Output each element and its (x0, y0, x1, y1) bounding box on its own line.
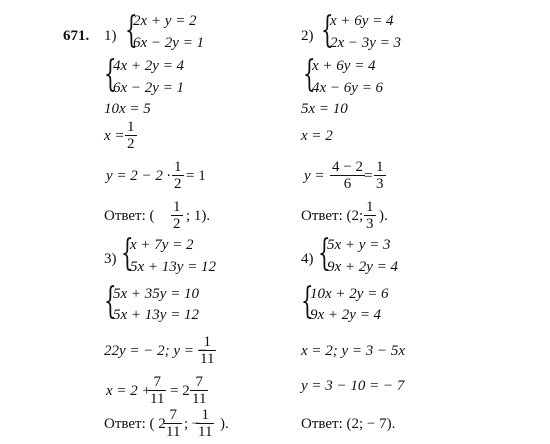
part1-brace-a: { (125, 10, 138, 51)
part2-sys-a-eq1: x + 6y = 4 (330, 13, 394, 29)
part4-step1: x = 2; y = 3 − 5x (301, 343, 406, 359)
part1-sys-a-eq1: 2x + y = 2 (133, 13, 197, 29)
part3-step2-fraction2 (190, 374, 208, 407)
part2-brace-b: { (303, 54, 316, 95)
part4-label: 4) (301, 251, 314, 267)
part3-sys-a-eq1: x + 7y = 2 (130, 237, 194, 253)
part3-step1-den: 11 (200, 351, 215, 367)
part4-sys-b-eq2: 9x + 2y = 4 (310, 307, 382, 323)
part2-sys-b-eq2: 4x − 6y = 6 (312, 80, 384, 96)
part1-step2-left: x = (104, 128, 125, 144)
part2-step1: 5x = 10 (301, 101, 348, 117)
part4-sys-a-eq2: 9x + 2y = 4 (327, 259, 399, 275)
part1-step3-num: 1 (174, 159, 182, 175)
part3-step2-den2: 11 (192, 391, 207, 407)
part3-step2-fraction (148, 374, 166, 407)
part3-answer-fraction (164, 407, 182, 440)
part1-step2-fraction (125, 119, 137, 152)
part4-brace-a: { (318, 233, 331, 274)
part4-sys-a-eq1: 5x + y = 3 (327, 237, 391, 253)
part3-step1-num: 1 (198, 334, 216, 351)
part2-step3-fraction2 (374, 159, 386, 192)
part2-step3-den: 6 (343, 176, 352, 192)
part2-answer-prefix: Ответ: (2; (301, 208, 364, 224)
part2-sys-b-eq1: x + 6y = 4 (312, 58, 376, 74)
part1-step3-fraction (172, 159, 184, 192)
part2-label: 2) (301, 28, 314, 44)
part1-step3-right: = 1 (186, 168, 206, 184)
part2-brace-a: { (321, 10, 334, 51)
part3-answer-mid: ; − (184, 416, 201, 432)
part1-sys-a-eq2: 6x − 2y = 1 (133, 35, 205, 51)
part3-step2-num: 7 (148, 374, 166, 391)
part3-step2-num2: 7 (190, 374, 208, 391)
part1-brace-b: { (104, 54, 117, 95)
part3-answer-num: 7 (164, 407, 182, 424)
part3-sys-b-eq2: 5x + 13y = 12 (113, 307, 200, 323)
part1-label: 1) (104, 28, 117, 44)
part3-brace-b: { (104, 281, 117, 322)
part1-step3-left: y = 2 − 2 · (106, 168, 171, 184)
part3-step2-left: x = 2 + (106, 383, 152, 399)
part3-sys-a-eq2: 5x + 13y = 12 (130, 259, 217, 275)
part2-answer-num: 1 (366, 199, 374, 215)
part4-brace-b: { (301, 281, 314, 322)
part1-step1: 10x = 5 (104, 101, 151, 117)
part1-answer-prefix: Ответ: ( (104, 208, 155, 224)
part2-step3-eq: = (364, 168, 373, 184)
part3-answer-den: 11 (166, 424, 181, 440)
part2-step2: x = 2 (301, 128, 333, 144)
part3-sys-b-eq1: 5x + 35y = 10 (113, 286, 200, 302)
problem-number: 671. (63, 28, 90, 44)
part3-answer-den2: 11 (198, 424, 213, 440)
part3-answer-suffix: ). (220, 416, 229, 432)
part2-answer-suffix: ). (379, 208, 388, 224)
part1-answer-fraction (171, 199, 183, 232)
part1-answer-suffix: ; 1). (186, 208, 211, 224)
part3-answer-fraction2 (196, 407, 214, 440)
part1-sys-b-eq2: 6x − 2y = 1 (113, 80, 185, 96)
part3-step2-den: 11 (150, 391, 165, 407)
part3-answer-num2: 1 (196, 407, 214, 424)
part1-step2-num: 1 (127, 119, 135, 135)
part1-step2-den: 2 (127, 136, 135, 152)
part3-label: 3) (104, 251, 117, 267)
part2-step3-left: y = (304, 168, 325, 184)
part2-step3-num2: 1 (376, 159, 384, 175)
part3-answer-prefix: Ответ: ( 2 (104, 416, 166, 432)
part1-step3-den: 2 (174, 176, 182, 192)
part2-answer-den: 3 (366, 216, 374, 232)
part2-step3-den2: 3 (376, 176, 384, 192)
part3-step1-fraction (198, 334, 216, 367)
part2-answer-fraction (364, 199, 376, 232)
part3-step2-mid: = 2 (170, 383, 190, 399)
part4-answer: Ответ: (2; − 7). (301, 416, 396, 432)
part1-answer-den: 2 (173, 216, 181, 232)
part2-step3-fraction (330, 159, 365, 192)
part2-sys-a-eq2: 2x − 3y = 3 (330, 35, 402, 51)
part1-sys-b-eq1: 4x + 2y = 4 (113, 58, 185, 74)
part2-step3-num: 4 − 2 (332, 159, 363, 175)
part3-step1-left: 22y = − 2; y = − (104, 343, 208, 359)
part4-step2: y = 3 − 10 = − 7 (301, 378, 405, 394)
part4-sys-b-eq1: 10x + 2y = 6 (310, 286, 389, 302)
part1-answer-num: 1 (173, 199, 181, 215)
part3-brace-a: { (121, 233, 134, 274)
